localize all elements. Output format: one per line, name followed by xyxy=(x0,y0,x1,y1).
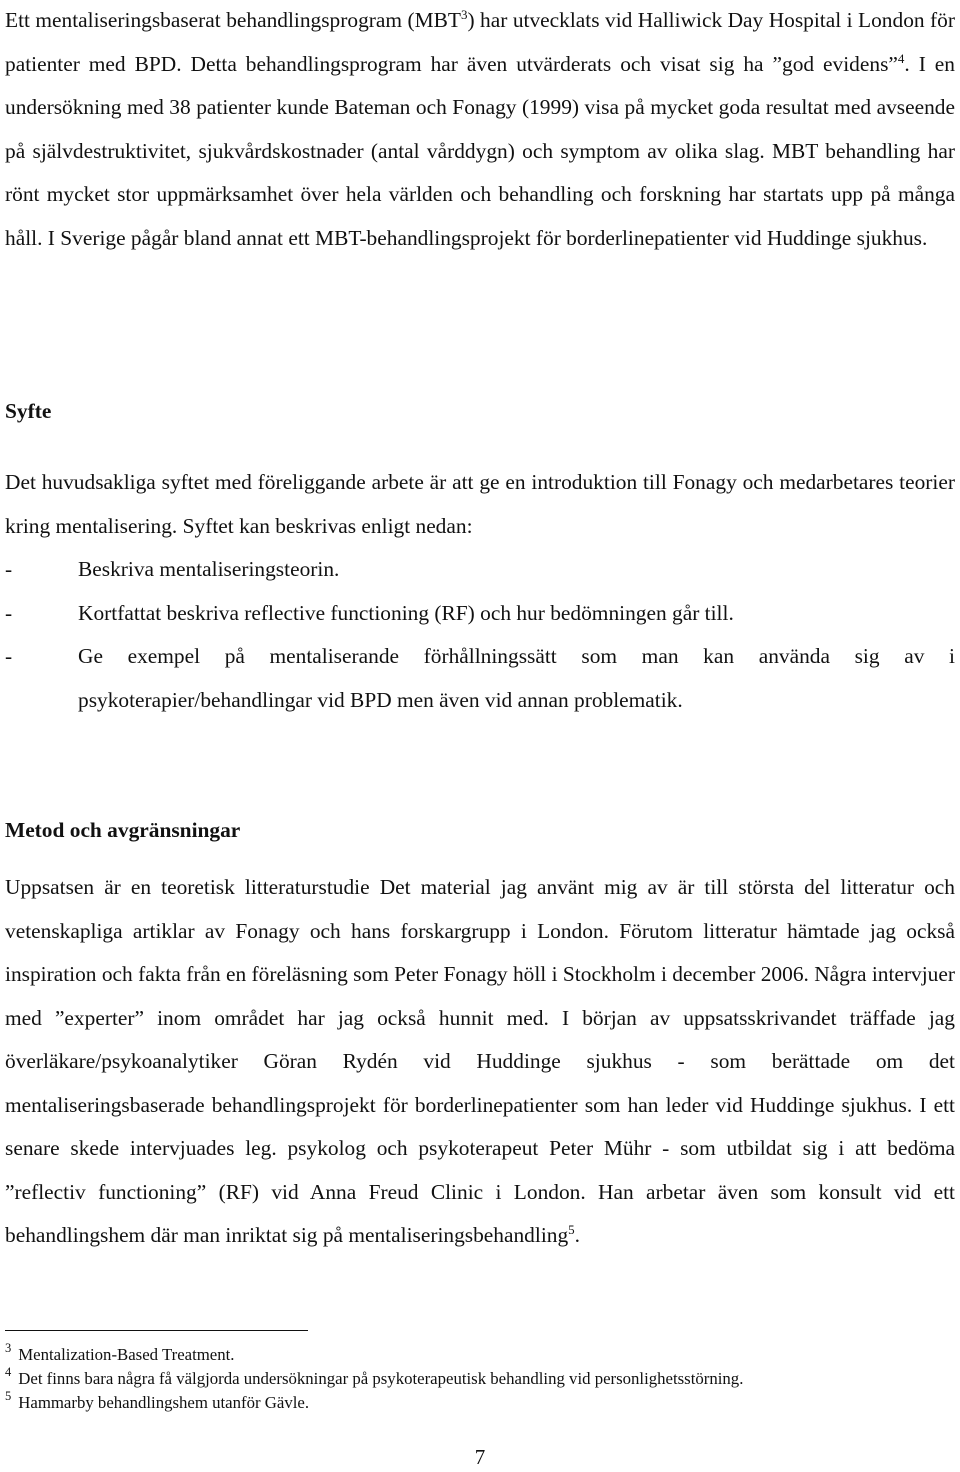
footnote-separator xyxy=(5,1330,308,1331)
intro-text-2: ) har utvecklats vid Halliwick Day Hospital i London för patienter med BPD. Detta behandlingsprogram har även utvärderats och visat sig ha ”god evidens” xyxy=(5,8,955,76)
footnote-ref-3: 3 xyxy=(460,7,468,22)
footnote-item xyxy=(5,1365,744,1390)
page-number: 7 xyxy=(474,1445,486,1469)
syfte-paragraph: Det huvudsakliga syftet med föreliggande arbete är att ge en introduktion till Fonagy och medarbetares teorier kring mentalisering. Syftet kan beskrivas enligt nedan: xyxy=(5,470,955,538)
bullet-item xyxy=(5,635,955,722)
footnote-text: Mentalization-Based Treatment. xyxy=(18,1345,235,1364)
footnote-ref-5: 5 xyxy=(568,1222,575,1237)
bullet-item xyxy=(5,592,955,636)
footnote-number: 4 xyxy=(5,1365,12,1379)
bullet-text: Beskriva mentaliseringsteorin. xyxy=(78,557,340,581)
metod-text-end: . xyxy=(574,1223,581,1247)
metod-paragraph xyxy=(5,866,955,1258)
intro-paragraph xyxy=(5,0,955,260)
metod-heading: Metod och avgränsningar xyxy=(5,818,241,842)
syfte-bullet-list xyxy=(5,548,955,722)
intro-text-1: Ett mentaliseringsbaserat behandlingsprogram (MBT xyxy=(5,8,461,32)
bullet-marker: - xyxy=(5,557,13,581)
footnote-item xyxy=(5,1389,310,1414)
bullet-text: Kortfattat beskriva reflective functioning (RF) och hur bedömningen går till. xyxy=(78,600,734,625)
footnote-number: 3 xyxy=(5,1341,12,1355)
bullet-marker: - xyxy=(5,644,13,668)
intro-text-3: . I en undersökning med 38 patienter kunde Bateman och Fonagy (1999) visa på mycket goda resultat med avseende på självdestruktivitet, sjukvårdskostnader (antal vårddygn) och symptom av olika slag. MBT behandling har rönt mycket stor uppmärksamhet över hela världen och behandling och forskning har startats upp på många håll. I Sverige pågår bland annat ett MBT-behandlingsprojekt för borderlinepatienter vid Huddinge sjukhus. xyxy=(5,51,955,250)
bullet-marker: - xyxy=(5,600,13,625)
footnote-text: Det finns bara några få välgjorda undersökningar på psykoterapeutisk behandling vid personlighetsstörning. xyxy=(18,1369,744,1388)
syfte-heading: Syfte xyxy=(5,399,52,423)
footnote-ref-4: 4 xyxy=(897,50,905,66)
bullet-text: Ge exempel på mentaliserande förhållningssätt som man kan använda sig av i psykoterapier/behandlingar vid BPD men även vid annan problematik. xyxy=(78,644,955,712)
metod-text: Uppsatsen är en teoretisk litteraturstudie Det material jag använt mig av är till största del litteratur och vetenskapliga artiklar av Fonagy och hans forskargrupp i London. Förutom litteratur hämtade jag också inspiration och fakta från en föreläsning som Peter Fonagy höll i Stockholm i december 2006. Några intervjuer med ”experter” inom området har jag också hunnit med. I början av uppsatsskrivandet träffade jag överläkare/psykoanalytiker Göran Rydén vid Huddinge sjukhus - som berättade om det mentaliseringsbaserade behandlingsprojekt för borderlinepatienter som han leder vid Huddinge sjukhus. I ett senare skede intervjuades leg. psykolog och psykoterapeut Peter Mühr - som utbildat sig i att bedöma ”reflectiv functioning” (RF) vid Anna Freud Clinic i London. Han arbetar även som konsult vid ett behandlingshem där man inriktat sig på mentaliseringsbehandling xyxy=(5,875,955,1247)
footnote-text: Hammarby behandlingshem utanför Gävle. xyxy=(18,1393,310,1412)
bullet-item xyxy=(5,548,955,592)
footnote-item xyxy=(5,1341,235,1366)
footnote-number: 5 xyxy=(5,1389,12,1403)
